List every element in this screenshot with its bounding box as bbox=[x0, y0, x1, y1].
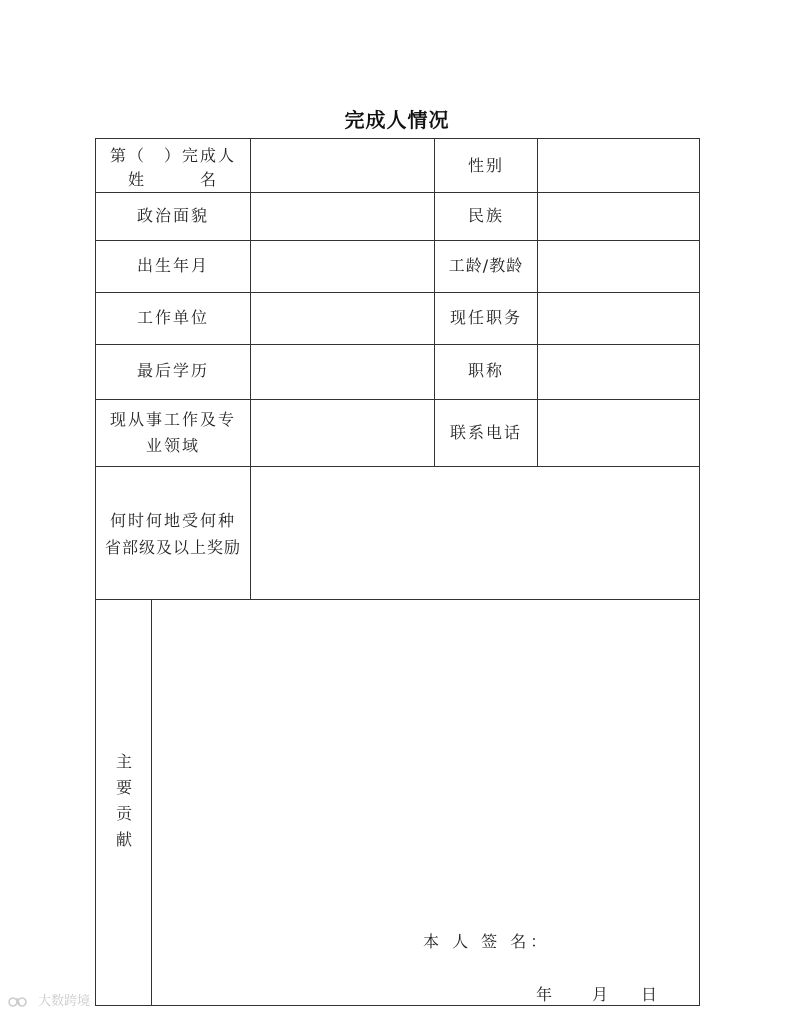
work-field-label-line2: 业领域 bbox=[145, 436, 200, 455]
position-label: 现任职务 bbox=[449, 308, 522, 327]
contribution-field[interactable] bbox=[158, 609, 692, 909]
watermark bbox=[8, 990, 90, 1009]
row-divider bbox=[96, 240, 699, 241]
name-label-line1: 第（ ）完成人 bbox=[109, 146, 236, 165]
watermark-logo-icon bbox=[8, 995, 30, 1009]
political-status-field[interactable] bbox=[256, 203, 428, 229]
gender-label: 性别 bbox=[467, 156, 504, 175]
contribution-label-char3: 贡 bbox=[115, 804, 132, 823]
phone-label: 联系电话 bbox=[449, 423, 522, 442]
employer-field[interactable] bbox=[256, 305, 428, 331]
signature-label: 本 人 签 名： bbox=[423, 932, 551, 951]
signature-month: 月 bbox=[592, 985, 613, 1004]
education-label: 最后学历 bbox=[136, 361, 209, 380]
row-divider bbox=[96, 399, 699, 400]
education-field[interactable] bbox=[256, 358, 428, 384]
seniority-field[interactable] bbox=[543, 253, 693, 279]
form-title: 完成人情况 bbox=[344, 108, 450, 132]
column-divider bbox=[434, 139, 435, 467]
column-divider bbox=[537, 139, 538, 467]
awards-label-line1: 何时何地受何种 bbox=[109, 511, 236, 530]
phone-field[interactable] bbox=[543, 420, 693, 446]
political-status-label: 政治面貌 bbox=[136, 206, 209, 225]
row-divider bbox=[96, 292, 699, 293]
gender-field[interactable] bbox=[543, 153, 693, 179]
row-divider bbox=[96, 466, 699, 467]
birth-date-field[interactable] bbox=[256, 253, 428, 279]
contribution-label-char2: 要 bbox=[115, 778, 132, 797]
signature-day: 日 bbox=[641, 985, 662, 1004]
contribution-label-char1: 主 bbox=[115, 752, 132, 771]
ethnicity-field[interactable] bbox=[543, 203, 693, 229]
position-field[interactable] bbox=[543, 305, 693, 331]
column-divider bbox=[250, 139, 251, 600]
professional-title-label: 职称 bbox=[467, 361, 504, 380]
watermark-text: 大数跨境 bbox=[38, 994, 91, 1009]
contribution-label-char4: 献 bbox=[115, 830, 132, 849]
work-field-label-line1: 现从事工作及专 bbox=[109, 410, 236, 429]
work-field-field[interactable] bbox=[256, 419, 428, 445]
row-divider bbox=[96, 344, 699, 345]
row-divider bbox=[96, 599, 699, 600]
signature-year: 年 bbox=[536, 985, 557, 1004]
awards-label-line2: 省部级及以上奖励 bbox=[104, 538, 241, 557]
column-divider bbox=[151, 599, 152, 1005]
name-field[interactable] bbox=[256, 153, 428, 179]
ethnicity-label: 民族 bbox=[467, 206, 504, 225]
person-info-table bbox=[95, 138, 700, 1006]
name-label-line2: 姓 名 bbox=[127, 170, 218, 189]
professional-title-field[interactable] bbox=[543, 358, 693, 384]
seniority-label: 工龄/教龄 bbox=[448, 256, 524, 275]
awards-field[interactable] bbox=[256, 479, 692, 589]
employer-label: 工作单位 bbox=[136, 308, 209, 327]
birth-date-label: 出生年月 bbox=[136, 256, 209, 275]
